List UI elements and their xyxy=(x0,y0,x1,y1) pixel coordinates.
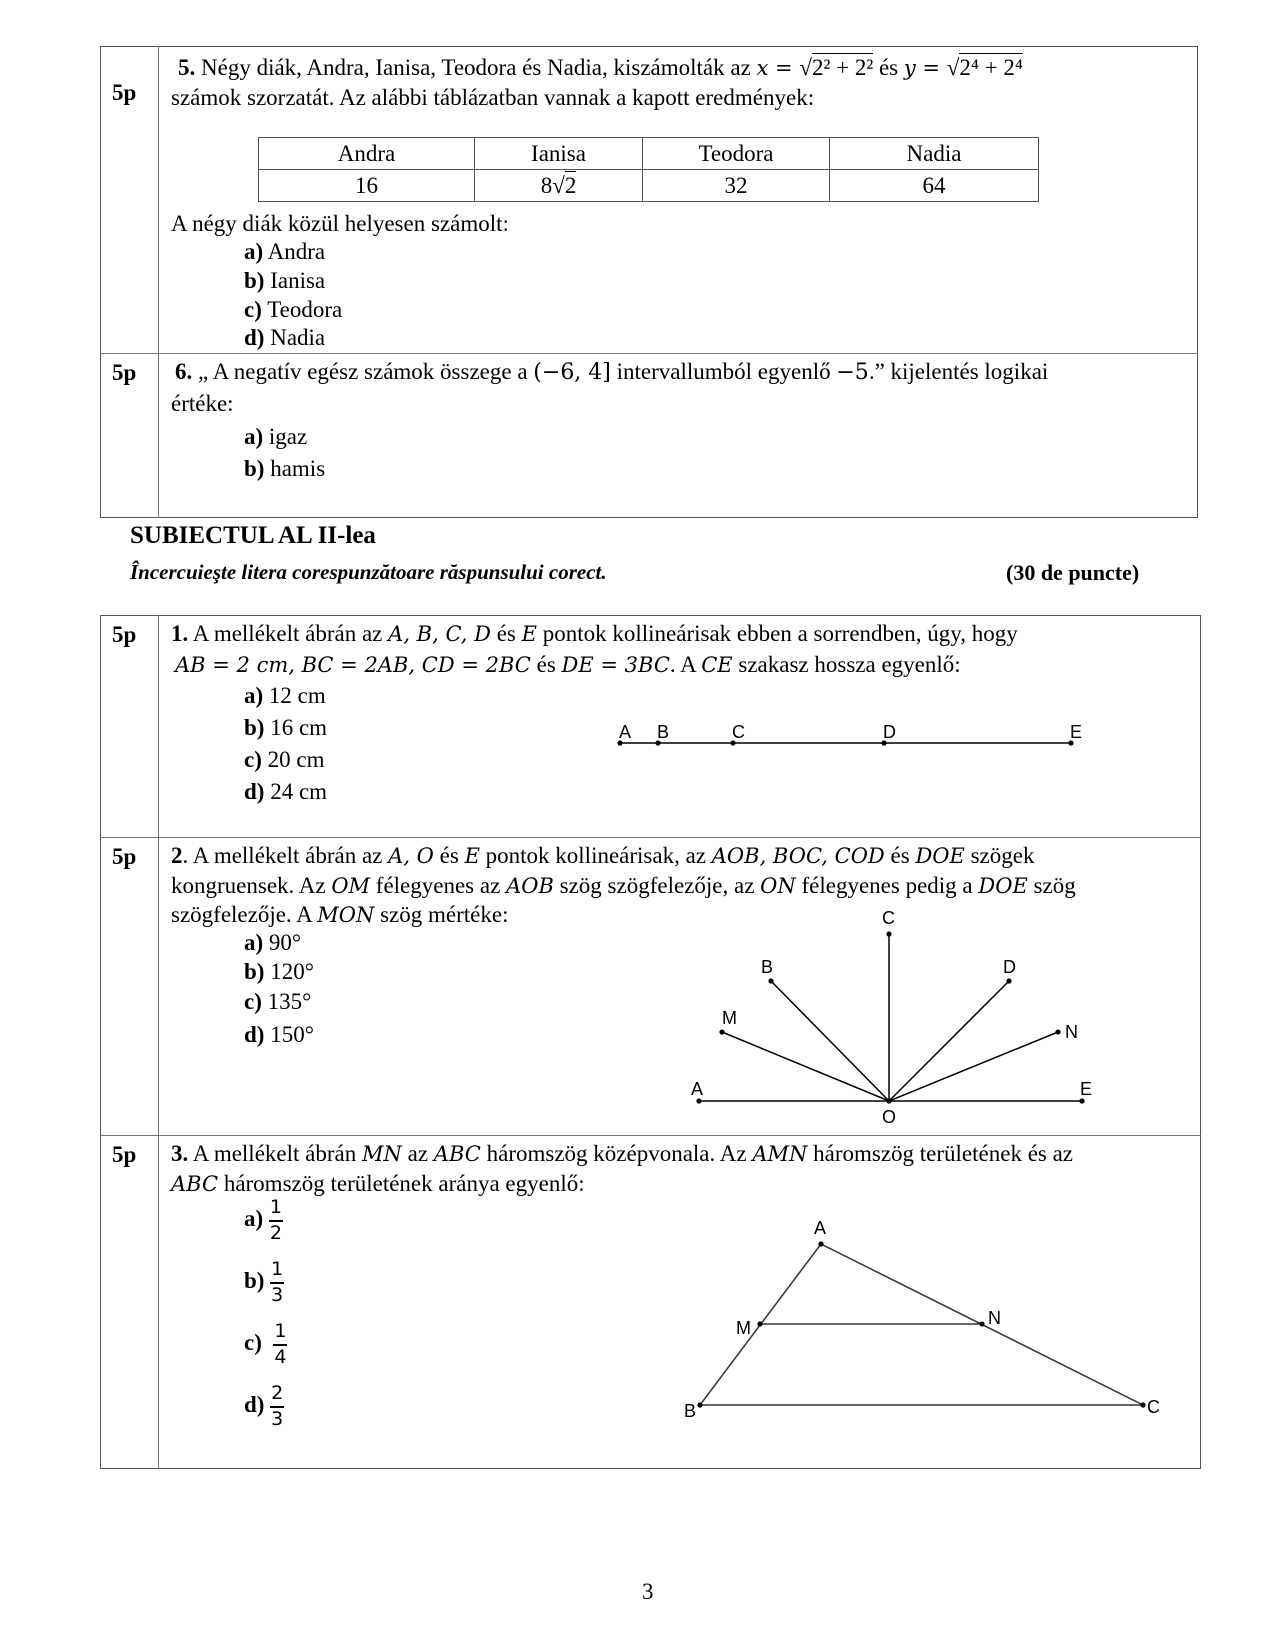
q6-points: 5p xyxy=(112,360,137,385)
fraction: $\frac{2}{3}$ xyxy=(271,1382,284,1430)
section-score: (30 de puncte) xyxy=(1006,560,1140,585)
x-radicand: 2² + 2² xyxy=(811,55,874,80)
section-instruction: Încercuieşte litera corespunzătoare răspunsului corect. xyxy=(130,560,607,584)
q3-option-c[interactable]: c) $\frac{1}{4}$ xyxy=(244,1320,287,1368)
q5-option-b[interactable]: b) Ianisa xyxy=(244,268,326,293)
q2-option-b[interactable]: b) 120° xyxy=(244,959,314,984)
fraction: $\frac{1}{3}$ xyxy=(271,1258,284,1306)
header-andra: Andra xyxy=(259,138,475,170)
point-a-dot xyxy=(818,1241,823,1246)
point-n-label: N xyxy=(1065,1022,1078,1042)
point-c-label: C xyxy=(732,722,745,742)
point-m-dot xyxy=(757,1321,762,1326)
q3-statement-line1: 3. A mellékelt ábrán MN az ABC háromszög középvonala. Az AMN háromszög területének és az xyxy=(171,1141,1074,1166)
point-b-label: B xyxy=(684,1401,697,1421)
point-a-label: A xyxy=(814,1218,827,1238)
point-o-label: O xyxy=(882,1107,897,1127)
interval: (−6, 4] xyxy=(533,360,611,385)
q5-option-a[interactable]: a) Andra xyxy=(244,239,326,264)
q3-statement-line2: ABC háromszög területének aránya egyenlő: xyxy=(171,1171,585,1196)
point-e-label: E xyxy=(1080,1079,1093,1099)
point-d-label: D xyxy=(1003,957,1016,977)
q5-question: A négy diák közül helyesen számolt: xyxy=(171,211,509,236)
value-nadia: 64 xyxy=(830,170,1039,202)
q5-statement-line1: 5. Négy diák, Andra, Ianisa, Teodora és Nadia, kiszámolták az x = √2² + 2² és y = √2⁴ + 2⁴ xyxy=(178,55,1023,80)
q2-option-a[interactable]: a) 90° xyxy=(244,930,302,955)
point-c-label: C xyxy=(1147,1397,1160,1417)
fraction: $\frac{1}{4}$ xyxy=(274,1320,287,1368)
q2-statement-line2: kongruensek. Az OM félegyenes az AOB szög szögfelezője, az ON félegyenes pedig a DOE szög xyxy=(171,873,1076,898)
q5-option-d[interactable]: d) Nadia xyxy=(244,325,326,350)
q1-number: 1. xyxy=(171,621,189,646)
q1-option-c[interactable]: c) 20 cm xyxy=(244,747,325,772)
q2-points: 5p xyxy=(112,844,137,869)
q5-number: 5. xyxy=(178,55,196,80)
header-nadia: Nadia xyxy=(830,138,1039,170)
fraction: $\frac{1}{2}$ xyxy=(269,1196,282,1244)
point-c-dot xyxy=(1140,1402,1145,1407)
q5-points: 5p xyxy=(112,80,137,105)
page-number: 3 xyxy=(642,1579,654,1604)
point-c-label: C xyxy=(882,908,895,928)
point-b-dot xyxy=(697,1402,702,1407)
q2-option-d[interactable]: d) 150° xyxy=(244,1022,314,1047)
point-b-label: B xyxy=(761,957,774,977)
q1-statement-line2: AB = 2 cm, BC = 2AB, CD = 2BC és DE = 3BC. A CE szakasz hossza egyenlő: xyxy=(175,652,961,677)
q2-statement-line3: szögfelezője. A MON szög mértéke: xyxy=(171,902,509,927)
header-ianisa: Ianisa xyxy=(475,138,643,170)
q2-statement-line1: 2. A mellékelt ábrán az A, O és E pontok kollineárisak, az AOB, BOC, COD és DOE szögek xyxy=(171,843,1035,868)
q1-option-b[interactable]: b) 16 cm xyxy=(244,715,328,740)
q2-option-c[interactable]: c) 135° xyxy=(244,989,312,1014)
value-ianisa: 8√2 xyxy=(475,170,643,202)
point-a-label: A xyxy=(619,722,632,742)
q3-points: 5p xyxy=(112,1142,137,1167)
point-a-label: A xyxy=(691,1079,704,1099)
q6-statement-line1: 6. „ A negatív egész számok összege a (−6, 4] intervallumból egyenlő −5.” kijelentés logikai xyxy=(175,359,1049,385)
point-n-label: N xyxy=(988,1308,1001,1328)
y-radicand: 2⁴ + 2⁴ xyxy=(959,55,1023,80)
q1-statement-line1: 1. A mellékelt ábrán az A, B, C, D és E pontok kollineárisak ebben a sorrendben, úgy, hogy xyxy=(171,621,1018,646)
q6-number: 6. xyxy=(175,359,193,384)
q6-option-b[interactable]: b) hamis xyxy=(244,456,326,481)
q3-number: 3. xyxy=(171,1141,189,1166)
q1-points: 5p xyxy=(112,622,137,647)
point-d-label: D xyxy=(883,722,896,742)
header-teodora: Teodora xyxy=(643,138,830,170)
q1-option-a[interactable]: a) 12 cm xyxy=(244,683,326,708)
q2-number: 2 xyxy=(171,843,183,868)
q6-option-a[interactable]: a) igaz xyxy=(244,424,308,449)
q3-option-b[interactable]: b) $\frac{1}{3}$ xyxy=(244,1258,284,1306)
q6-statement-line2: értéke: xyxy=(171,391,234,416)
q1-option-d[interactable]: d) 24 cm xyxy=(244,779,328,804)
point-m-label: M xyxy=(736,1318,751,1338)
q3-option-d[interactable]: d) $\frac{2}{3}$ xyxy=(244,1382,284,1430)
point-m-label: M xyxy=(722,1008,737,1028)
point-n-dot xyxy=(979,1321,984,1326)
point-e-label: E xyxy=(1070,722,1083,742)
q3-option-a[interactable]: a) $\frac{1}{2}$ xyxy=(244,1196,282,1244)
value-teodora: 32 xyxy=(643,170,830,202)
q5-statement-line2: számok szorzatát. Az alábbi táblázatban vannak a kapott eredmények: xyxy=(171,85,815,110)
section-heading: SUBIECTUL AL II-lea xyxy=(130,522,376,549)
point-b-label: B xyxy=(657,722,670,742)
value-andra: 16 xyxy=(259,170,475,202)
q5-option-c[interactable]: c) Teodora xyxy=(244,297,343,322)
